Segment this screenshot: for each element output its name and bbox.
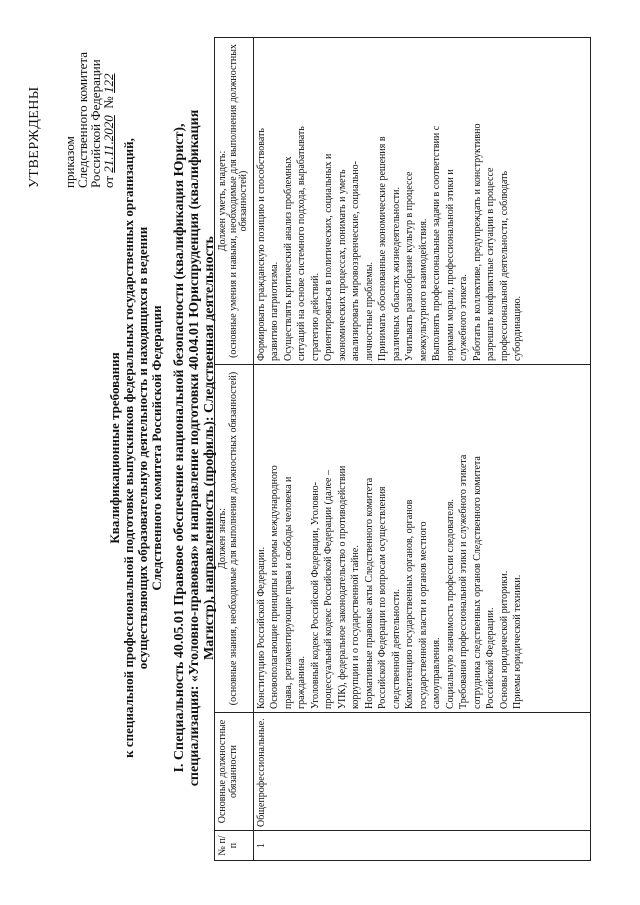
knowledge-line: коррупции и о государственной тайне.	[350, 545, 361, 709]
date-value: 21.11.2020	[101, 115, 116, 173]
heading-line: к специальной профессиональной подготовке выпускников федеральных государственных организаций,	[121, 138, 136, 758]
skills-line: Учитывать разнообразие культур в процессе	[404, 171, 415, 361]
skills-line: личностные проблемы.	[363, 262, 375, 361]
date-prefix: от	[101, 172, 116, 188]
skills-line: Формировать гражданскую позицию и способствовать	[255, 128, 267, 361]
header-duties: Основные должностные обязанности	[215, 713, 254, 831]
row-num: 1	[253, 831, 590, 861]
header-knowledge	[215, 365, 254, 713]
knowledge-line: Социальную значимость профессии следователя.	[444, 498, 456, 709]
heading-line: Следственного комитета Российской Федерации	[149, 305, 164, 591]
approval-title: УТВЕРЖДЕНЫ	[27, 86, 42, 188]
header-knowledge-title: Должен знать:	[217, 508, 228, 569]
number-value: 122	[101, 73, 116, 94]
heading-line: осуществляющих образовательную деятельность и находящихся в ведении	[135, 226, 150, 670]
knowledge-line: гражданина.	[296, 656, 307, 709]
skills-line: Осуществлять критический анализ проблемных	[282, 156, 294, 361]
approval-line: Российской Федерации	[88, 59, 103, 188]
skills-line: нормами морали, профессиональной этики и	[444, 169, 456, 361]
approval-block	[28, 28, 115, 188]
skills-line: служебного этикета.	[458, 274, 469, 361]
row-skills	[253, 38, 590, 365]
skills-line: ситуаций на основе системного подхода, вырабатывать	[296, 126, 307, 361]
skills-line: стратегию действий.	[309, 273, 321, 361]
row-knowledge	[253, 365, 590, 713]
row-duty: Общепрофессиональные.	[253, 713, 590, 831]
knowledge-line: процессуальный кодекс Российской Федерации (далее –	[323, 470, 334, 709]
header-num: № п/п	[215, 831, 254, 861]
knowledge-line: Требования профессиональной этики и служебного этикета	[458, 454, 469, 709]
skills-line: Принимать обоснованные экономические решения в	[377, 136, 388, 361]
rotated-content	[22, 28, 602, 878]
knowledge-line: Приемы юридической техники.	[512, 574, 523, 709]
document-heading	[108, 38, 217, 858]
knowledge-line: следственной деятельности.	[390, 588, 402, 709]
table-row	[253, 38, 590, 861]
skills-line: Работать в коллективе, предупреждать и конструктивно	[471, 123, 483, 361]
requirements-table	[214, 37, 591, 861]
section-line: I. Специальность 40.05.01 Правовое обеспечение национальной безопасности (квалификация Юрист),	[172, 123, 187, 773]
table-header-row	[215, 38, 254, 861]
knowledge-line: Основополагающие принципы и нормы международного	[269, 465, 280, 709]
header-skills-title: Должен уметь, владеть:	[217, 150, 228, 252]
skills-line: профессиональной деятельности, соблюдать	[498, 170, 510, 361]
heading-line: Квалификационные требования	[107, 352, 122, 544]
knowledge-line: УПК), федеральное законодательство о противодействии	[336, 465, 348, 709]
header-skills	[215, 38, 254, 365]
skills-line: субординацию.	[512, 295, 523, 361]
section-line: специализация: «Уголовно-правовая» и направление подготовки 40.04.01 Юриспруденция (квалификация	[187, 109, 202, 787]
approval-line: Следственного комитета	[75, 52, 90, 188]
knowledge-line: государственной власти и органов местного	[417, 521, 429, 709]
header-knowledge-note: (основные знания, необходимые для выполнения должностных обязанностей)	[227, 371, 239, 706]
knowledge-line: Уголовный кодекс Российской Федерации, Уголовно-	[309, 481, 321, 709]
skills-line: Выполнять профессиональные задачи в соответствии с	[431, 125, 442, 361]
knowledge-line: сотрудника следственных органов Следственного комитета	[471, 456, 483, 709]
knowledge-line: Конституцию Российской Федерации.	[255, 546, 267, 709]
knowledge-line: Российской Федерации по вопросам осуществления	[377, 486, 388, 709]
knowledge-line: самоуправления.	[431, 637, 442, 709]
header-skills-note: (основные умения и навыки, необходимые для выполнения должностных обязанностей)	[227, 44, 249, 358]
skills-line: межкультурного взаимодействия.	[417, 218, 429, 361]
skills-line: разрешать конфликтные ситуации в процессе	[485, 167, 496, 361]
skills-line: анализировать мировоззренческие, социально-	[350, 160, 361, 361]
skills-line: развитию патриотизма.	[269, 261, 280, 361]
knowledge-line: Компетенцию государственных органов, органов	[404, 499, 415, 709]
number-label: №	[101, 93, 116, 116]
knowledge-line: Российской Федерации.	[485, 607, 496, 709]
skills-line: различных областях жизнедеятельности.	[390, 187, 402, 361]
section-heading	[172, 38, 217, 858]
knowledge-line: права, регламентирующие права и свободы человека и	[282, 476, 294, 709]
skills-line: Ориентироваться в политических, социальных и	[323, 153, 334, 361]
knowledge-line: Нормативные правовые акты Следственного комитета	[363, 477, 375, 709]
skills-line: экономических процессах, понимать и уметь	[336, 169, 348, 361]
section-line: Магистр), направленность (профиль): Следственная деятельность	[202, 236, 217, 660]
knowledge-line: Основы юридической риторики.	[498, 570, 510, 709]
approval-line: приказом	[62, 136, 77, 188]
